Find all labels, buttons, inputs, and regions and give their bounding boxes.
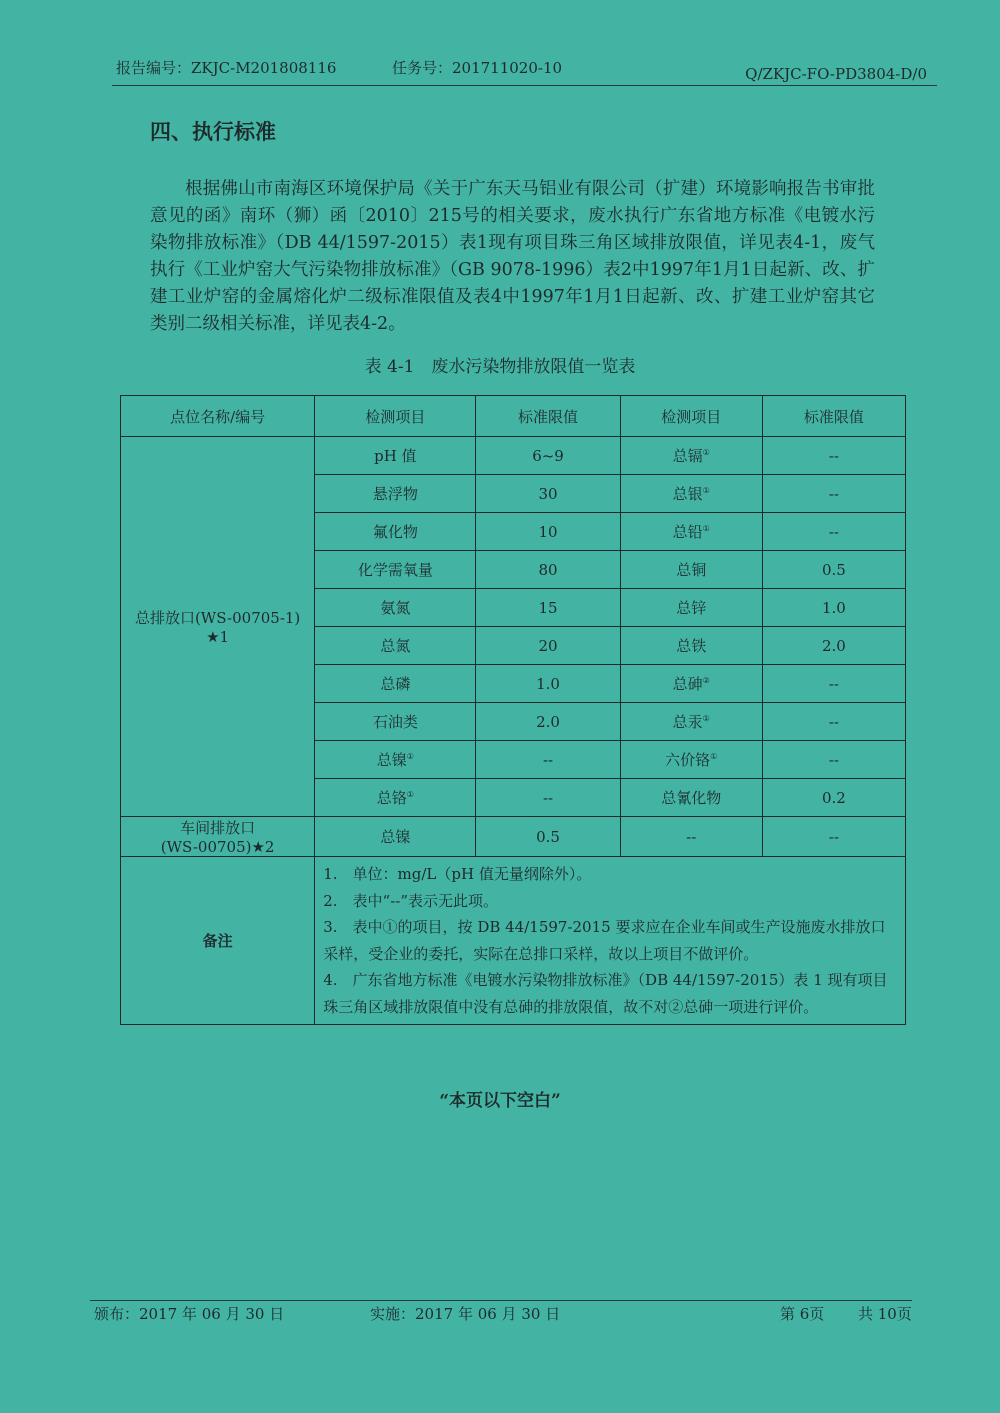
limit-cell: 2.0 <box>476 703 620 741</box>
item-name: 氨氮 <box>380 599 411 617</box>
limit-cell: 2.0 <box>762 627 905 665</box>
note-item: 2. 表中“--”表示无此项。 <box>323 891 499 910</box>
site-code: (WS-00705)★2 <box>160 838 275 856</box>
item-name: 总锌 <box>676 599 707 617</box>
limit-cell: 0.2 <box>762 779 905 817</box>
limit-cell: -- <box>762 665 905 703</box>
notes-row <box>121 857 906 1025</box>
footnote-mark: ① <box>406 790 414 799</box>
site-mark: ★1 <box>206 628 230 646</box>
column-header: 标准限值 <box>762 396 905 437</box>
item-name: 悬浮物 <box>372 485 418 503</box>
wastewater-limits-table <box>120 395 906 1025</box>
blank-page-note: “本页以下空白” <box>439 1091 561 1111</box>
table-row <box>121 437 906 475</box>
table-row <box>121 817 906 857</box>
item-cell <box>620 589 762 627</box>
footnote-mark: ① <box>702 714 710 723</box>
footnote-mark: ① <box>406 752 414 761</box>
footnote-mark: ① <box>702 448 710 457</box>
item-cell: 总镍 <box>315 817 476 857</box>
limit-cell: -- <box>476 741 620 779</box>
item-cell: -- <box>620 817 762 857</box>
footnote-mark: ① <box>702 486 710 495</box>
limit-cell: -- <box>762 817 905 857</box>
site-name: 车间排放口 <box>180 819 256 837</box>
limit-cell: 1.0 <box>762 589 905 627</box>
item-cell <box>620 627 762 665</box>
column-header: 点位名称/编号 <box>121 396 315 437</box>
notes-cell <box>315 857 906 1025</box>
limit-cell: -- <box>762 741 905 779</box>
report-number: 报告编号：ZKJC-M201808116 <box>116 59 337 77</box>
document-code: Q/ZKJC-FO-PD3804-D/0 <box>745 65 927 83</box>
item-name: 总铜 <box>676 561 707 579</box>
note-item: 4. 广东省地方标准《电镀水污染物排放标准》（DB 44/1597-2015）表 1 现有项目珠三角区域排放限值中没有总砷的排放限值，故不对②总砷一项进行评价。 <box>323 971 888 1016</box>
item-cell <box>620 475 762 513</box>
item-name: pH 值 <box>374 447 417 465</box>
item-cell <box>315 779 476 817</box>
footnote-mark: ② <box>702 676 710 685</box>
item-name: 石油类 <box>372 713 418 731</box>
limit-cell: 80 <box>476 551 620 589</box>
item-name: 总氮 <box>380 637 411 655</box>
item-cell <box>315 741 476 779</box>
limit-cell: 0.5 <box>762 551 905 589</box>
item-cell <box>620 779 762 817</box>
item-name: 总镍 <box>376 751 407 769</box>
item-name: 总铅 <box>672 523 703 541</box>
item-name: 总银 <box>672 485 703 503</box>
item-cell <box>315 665 476 703</box>
limit-cell: 0.5 <box>476 817 620 857</box>
item-cell <box>620 437 762 475</box>
column-header: 标准限值 <box>476 396 620 437</box>
footnote-mark: ① <box>702 524 710 533</box>
item-name: 总铁 <box>676 637 707 655</box>
item-cell <box>315 627 476 665</box>
page-footer <box>90 1300 912 1331</box>
effective-date: 实施：2017 年 06 月 30 日 <box>370 1305 561 1323</box>
item-name: 总汞 <box>672 713 703 731</box>
page-header <box>112 55 937 86</box>
page-number: 第 6页 <box>780 1305 825 1323</box>
item-name: 总氰化物 <box>661 789 722 807</box>
item-cell <box>315 513 476 551</box>
page-total: 共 10页 <box>858 1305 912 1323</box>
section-title: 四、执行标准 <box>150 120 276 144</box>
note-item: 3. 表中①的项目，按 DB 44/1597-2015 要求应在企业车间或生产设施废水排放口采样，受企业的委托，实际在总排口采样，故以上项目不做评价。 <box>323 918 886 963</box>
item-cell <box>315 589 476 627</box>
task-number: 任务号：201711020-10 <box>392 59 563 77</box>
body-paragraph: 根据佛山市南海区环境保护局《关于广东天马铝业有限公司（扩建）环境影响报告书审批意见的函》南环（狮）函〔2010〕215号的相关要求，废水执行广东省地方标准《电镀水污染物排放标准》（DB 44/1597-2015）表1现有项目珠三角区域排放限值，详见表4-1，废气执行《工业炉窑大气污染物排放标准》（GB 9078-1996）表2中1997年1月1日起新、改、扩建工业炉窑的金属熔化炉二级标准限值及表4中1997年1月1日起新、改、扩建工业炉窑其它类别二级相关标准，详见表4-2。 <box>150 179 875 334</box>
item-name: 氟化物 <box>372 523 418 541</box>
limit-cell: -- <box>762 437 905 475</box>
note-item: 1. 单位：mg/L（pH 值无量纲除外）。 <box>323 865 592 883</box>
item-name: 总砷 <box>672 675 703 693</box>
item-cell <box>620 513 762 551</box>
issue-date: 颁布：2017 年 06 月 30 日 <box>94 1305 285 1323</box>
site-cell <box>121 437 315 817</box>
site-cell <box>121 817 315 857</box>
item-cell <box>620 741 762 779</box>
limit-cell: 6~9 <box>476 437 620 475</box>
item-cell <box>315 475 476 513</box>
table-header-row <box>121 396 906 437</box>
limit-cell: 20 <box>476 627 620 665</box>
item-name: 总磷 <box>380 675 411 693</box>
limit-cell: 30 <box>476 475 620 513</box>
item-name: 化学需氧量 <box>357 561 433 579</box>
footnote-mark: ① <box>710 752 718 761</box>
item-cell <box>620 703 762 741</box>
item-cell <box>315 551 476 589</box>
limit-cell: 1.0 <box>476 665 620 703</box>
item-cell <box>315 437 476 475</box>
limit-cell: 15 <box>476 589 620 627</box>
item-cell <box>315 703 476 741</box>
item-name: 总铬 <box>376 789 407 807</box>
item-cell <box>620 665 762 703</box>
limit-cell: -- <box>476 779 620 817</box>
item-name: 六价铬 <box>665 751 711 769</box>
site-name: 总排放口(WS-00705-1) <box>134 609 301 627</box>
table-caption: 表 4-1 废水污染物排放限值一览表 <box>364 357 636 377</box>
item-name: 总镉 <box>672 447 703 465</box>
column-header: 检测项目 <box>315 396 476 437</box>
item-cell <box>620 551 762 589</box>
limit-cell: -- <box>762 703 905 741</box>
limit-cell: 10 <box>476 513 620 551</box>
limit-cell: -- <box>762 513 905 551</box>
limit-cell: -- <box>762 475 905 513</box>
notes-label: 备注 <box>121 857 315 1025</box>
column-header: 检测项目 <box>620 396 762 437</box>
